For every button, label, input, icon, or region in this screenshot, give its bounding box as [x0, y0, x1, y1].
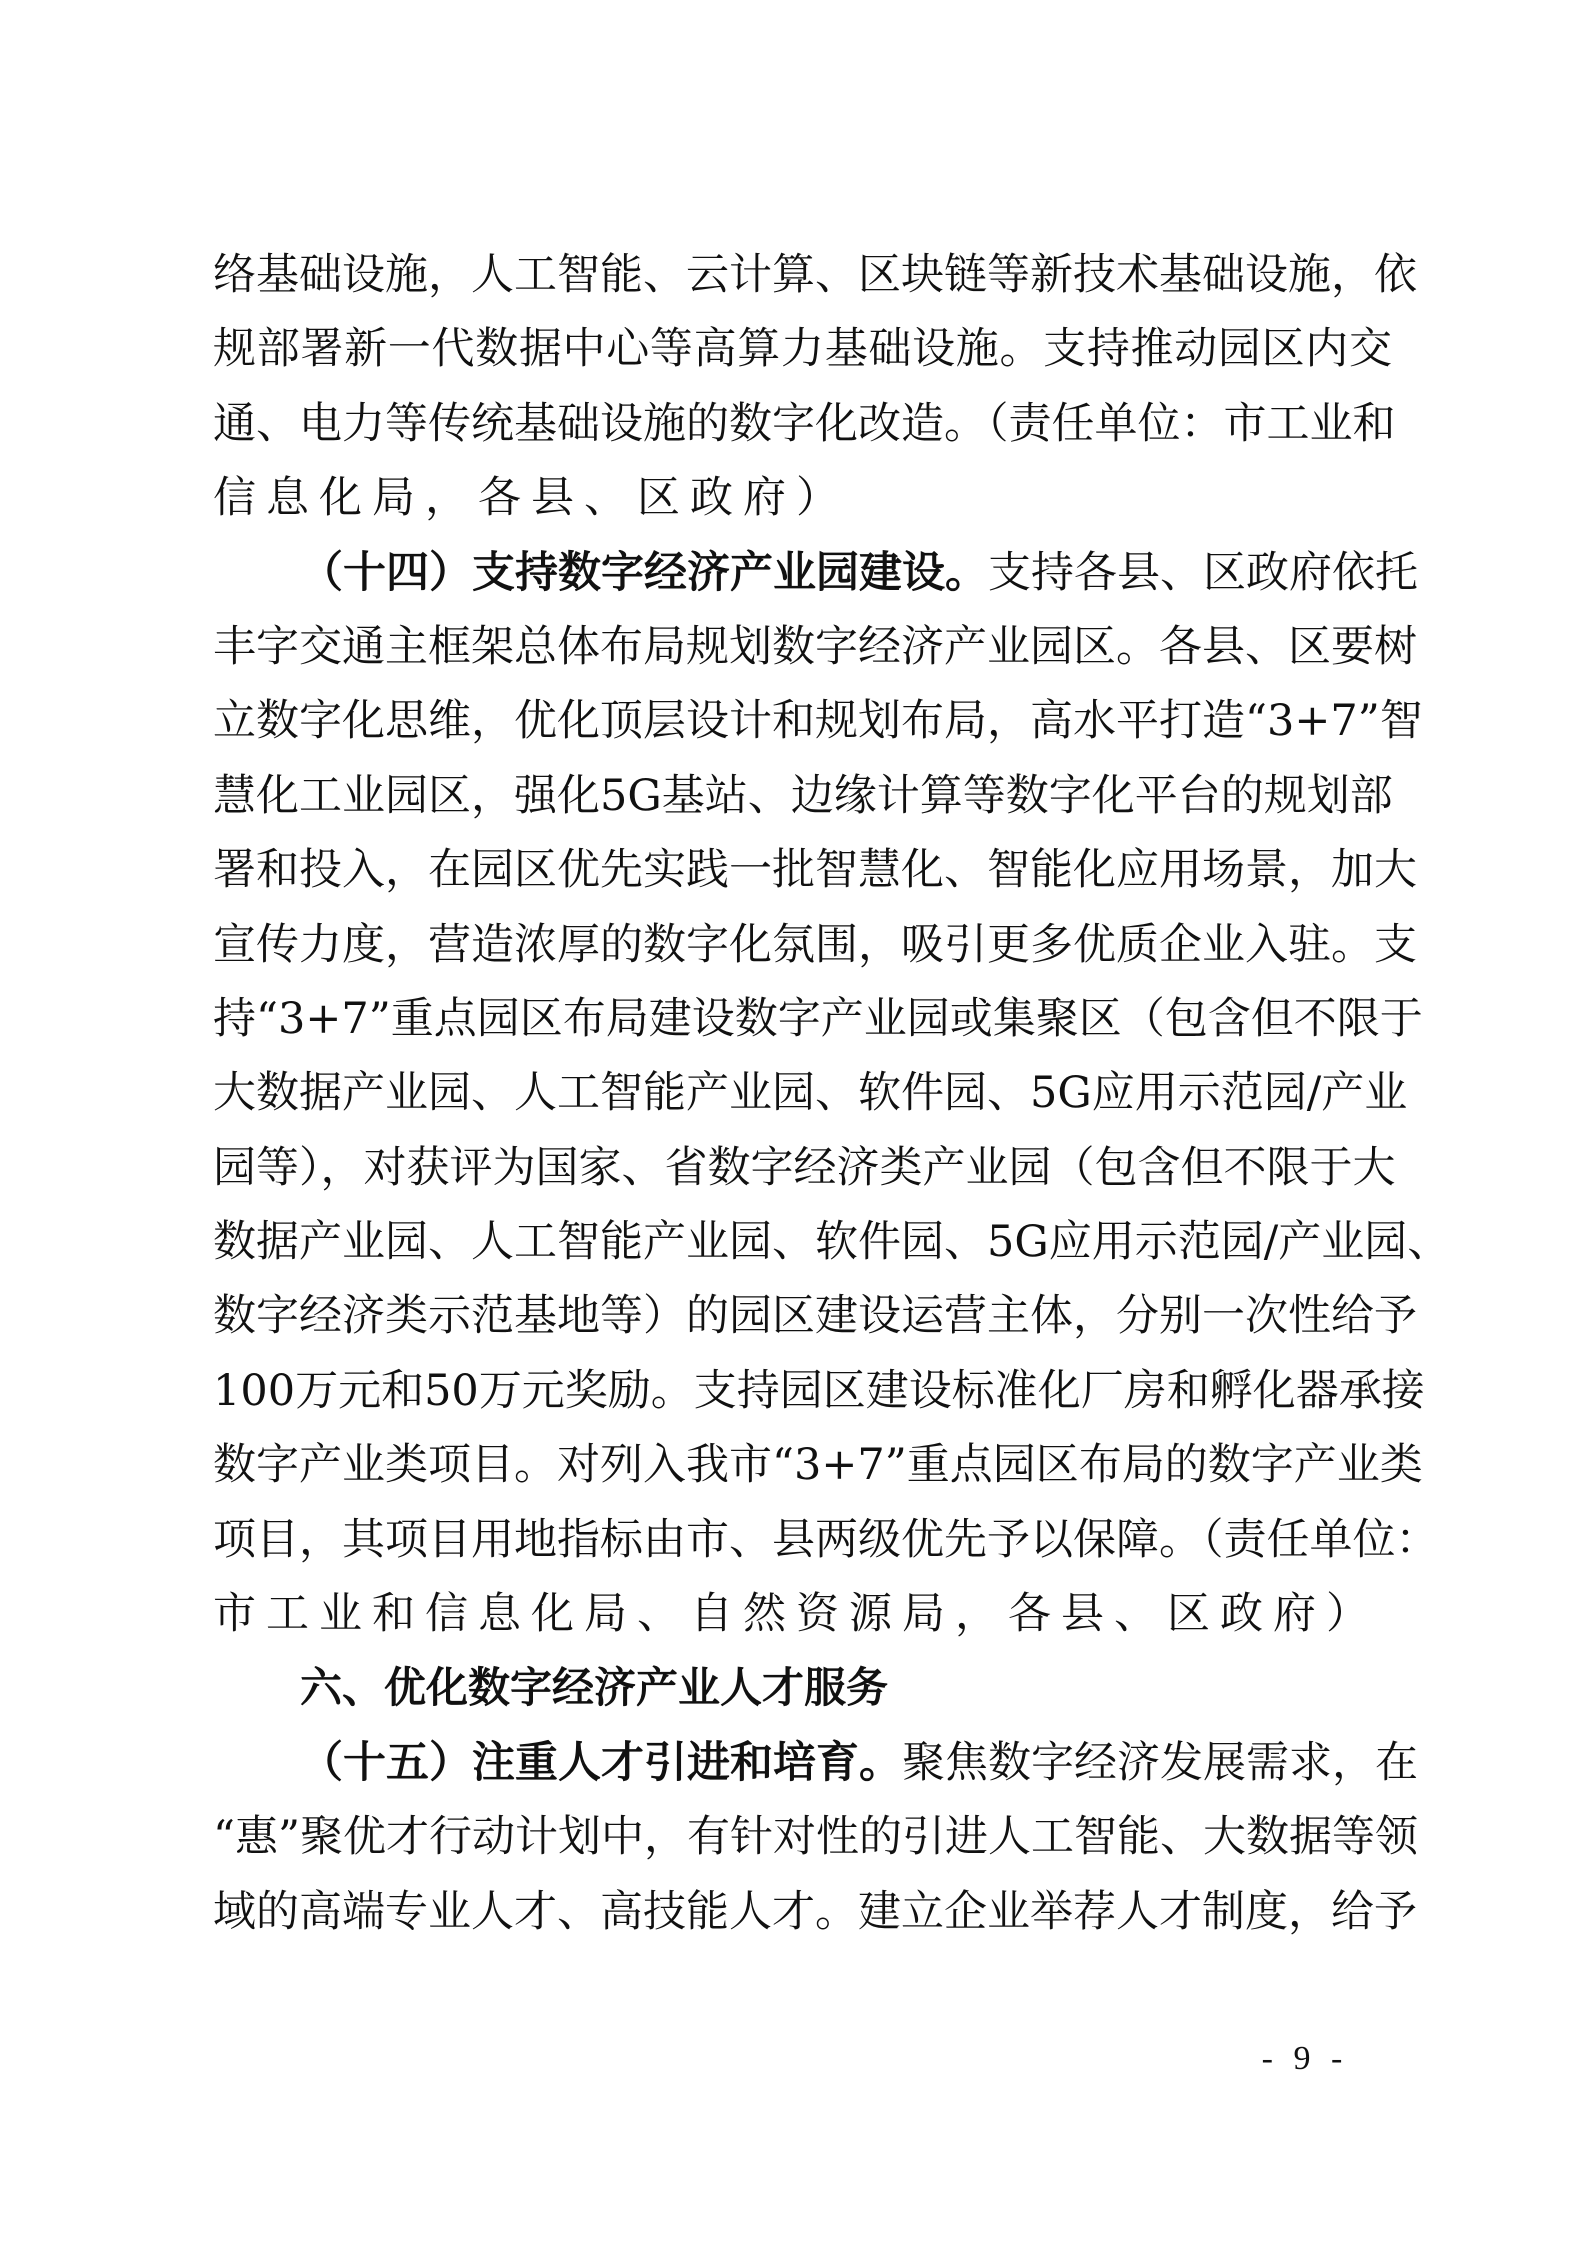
paragraph-14 [213, 536, 1451, 1652]
text-line-first [213, 1726, 1418, 1800]
text-line: 信息化局，各县、区政府） [213, 473, 849, 524]
page-number: - 9 - [1261, 2040, 1349, 2077]
text-line: 100万元和50万元奖励。支持园区建设标准化厂房和孵化器承接 [213, 1365, 1425, 1416]
text-line: 署和投入，在园区优先实践一批智慧化、智能化应用场景，加大 [213, 845, 1417, 896]
text-run: 聚焦数字经济发展需求，在 [902, 1737, 1418, 1788]
text-line: 数据产业园、人工智能产业园、软件园、5G应用示范园/产业园、 [213, 1217, 1451, 1268]
paragraph-infrastructure [213, 238, 1417, 536]
paragraph-15 [213, 1726, 1418, 1949]
text-line: 项目，其项目用地指标由市、县两级优先予以保障。（责任单位： [213, 1514, 1439, 1565]
text-line: 慧化工业园区，强化5G基站、边缘计算等数字化平台的规划部 [213, 770, 1393, 821]
text-line: 宣传力度，营造浓厚的数字化氛围，吸引更多优质企业入驻。支 [213, 919, 1417, 970]
section-heading: 六、优化数字经济产业人才服务 [300, 1663, 889, 1713]
text-column [213, 238, 1451, 1949]
text-line: 市工业和信息化局、自然资源局，各县、区政府） [213, 1589, 1379, 1640]
text-line: 数字产业类项目。对列入我市“3+7”重点园区布局的数字产业类 [213, 1440, 1423, 1491]
section-runin-title: （十五）注重人才引进和培育。 [300, 1737, 902, 1788]
text-line: 大数据产业园、人工智能产业园、软件园、5G应用示范园/产业 [213, 1068, 1408, 1119]
section-runin-title: （十四）支持数字经济产业园建设。 [300, 547, 988, 598]
text-line: 规部署新一代数据中心等高算力基础设施。支持推动园区内交 [213, 324, 1392, 375]
text-line: 络基础设施，人工智能、云计算、区块链等新技术基础设施，依 [213, 250, 1417, 300]
text-line: 立数字化思维，优化顶层设计和规划布局，高水平打造“3+7”智 [213, 696, 1423, 747]
text-line: 通、电力等传统基础设施的数字化改造。（责任单位：市工业和 [213, 398, 1396, 449]
text-line: 丰字交通主框架总体布局规划数字经济产业园区。各县、区要树 [213, 621, 1417, 672]
text-line: “惠”聚优才行动计划中，有针对性的引进人工智能、大数据等领 [213, 1812, 1418, 1863]
text-line: 持“3+7”重点园区布局建设数字产业园或集聚区（包含但不限于 [213, 993, 1423, 1044]
text-line: 域的高端专业人才、高技能人才。建立企业举荐人才制度，给予 [213, 1886, 1417, 1937]
text-line: 园等），对获评为国家、省数字经济类产业园（包含但不限于大 [213, 1142, 1396, 1193]
text-line: 数字经济类示范基地等）的园区建设运营主体，分别一次性给予 [213, 1291, 1417, 1342]
text-run: 支持各县、区政府依托 [988, 547, 1418, 598]
text-line-first [213, 536, 1418, 610]
